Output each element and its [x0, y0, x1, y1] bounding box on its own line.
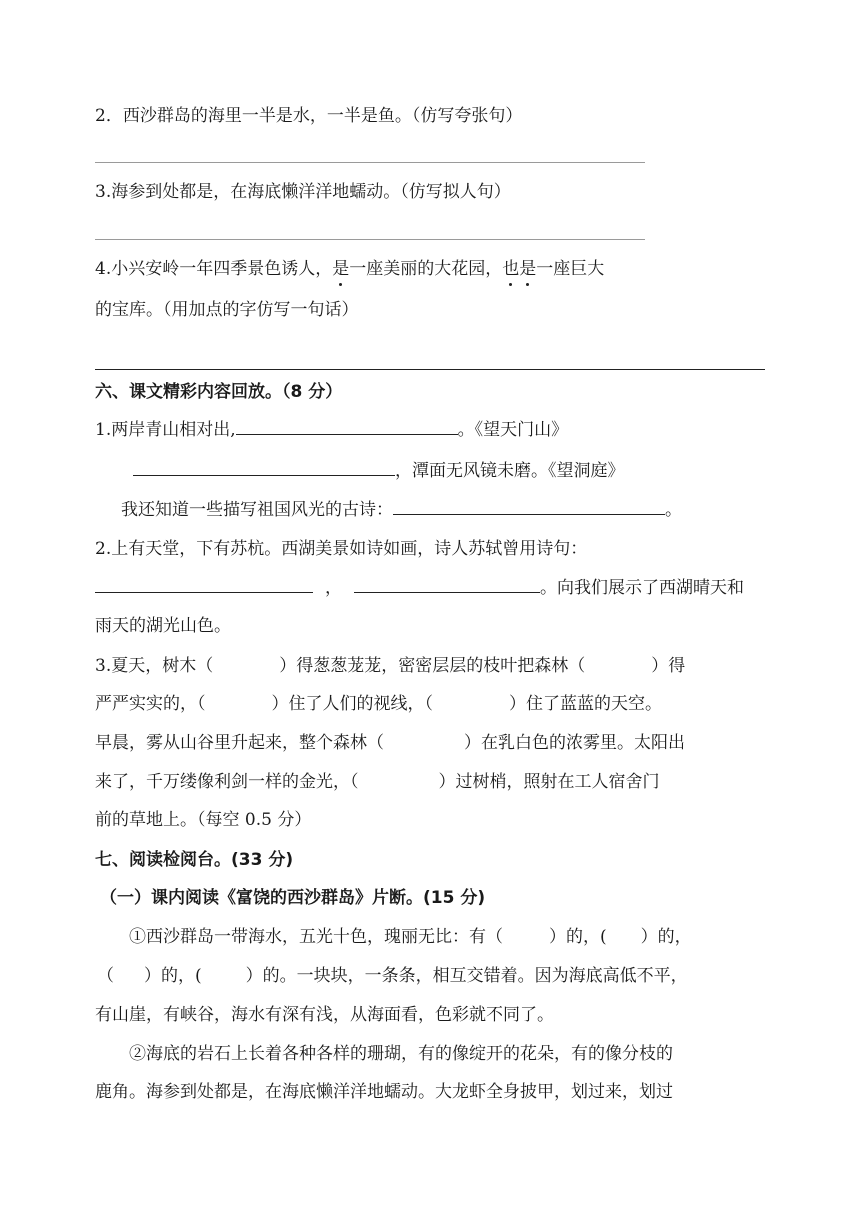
q6-text: 。 [665, 500, 682, 520]
emphasis-dot-char: 是 [519, 259, 537, 279]
passage-line-5: 鹿角。海参到处都是，在海底懒洋洋地蠕动。大龙虾全身披甲，划过来，划过 [95, 1082, 673, 1102]
q5-item-4-text: 一座美丽的大花园， [349, 259, 503, 279]
q6-text: 早晨，雾从山谷里升起来，整个森林（ [95, 733, 384, 753]
q6-line-9 [95, 732, 685, 754]
emphasis-dot-char: 是 [332, 259, 350, 279]
q6-line-5 [95, 576, 744, 599]
q5-item-4 [95, 258, 604, 280]
q5-item-4-text: 一座巨大 [536, 259, 605, 279]
q6-line-3 [121, 498, 682, 521]
q6-text: ）住了蓝蓝的天空。 [509, 694, 662, 714]
fill-blank[interactable] [133, 459, 395, 476]
q5-item-4-text: 4.小兴安岭一年四季景色诱人， [95, 259, 333, 279]
answer-line-q5-4[interactable] [95, 369, 765, 370]
q5-item-3: 3.海参到处都是，在海底懒洋洋地蠕动。（仿写拟人句） [95, 182, 511, 202]
fill-blank[interactable] [354, 576, 540, 593]
q6-line-2 [133, 459, 625, 482]
q6-text: 来了，千万缕像利剑一样的金光，（ [95, 772, 359, 792]
q5-item-4-line2: 的宝库。（用加点的字仿写一句话） [95, 300, 359, 320]
q6-text: 3.夏天，树木（ [95, 656, 214, 676]
emphasis-dot-char: 也 [502, 259, 520, 279]
q6-text: 。《望天门山》 [457, 420, 569, 440]
passage-line-1 [129, 926, 692, 948]
q6-text: ， [325, 578, 342, 598]
passage-text: ）的。一块块，一条条，相互交错着。因为海底高低不平， [245, 966, 688, 986]
q6-text: ）得 [651, 656, 686, 676]
q6-text: 我还知道一些描写祖国风光的古诗： [121, 500, 393, 520]
q6-text: ）住了人们的视线，（ [271, 694, 433, 714]
q6-line-1 [95, 418, 568, 441]
q6-text: 严严实实的，（ [95, 694, 206, 714]
fill-blank[interactable] [236, 418, 458, 435]
q6-text: ）得葱葱茏茏，密密层层的枝叶把森林（ [279, 656, 586, 676]
fill-blank[interactable] [95, 576, 313, 593]
section-7-subheading: （一）课内阅读《富饶的西沙群岛》片断。(15 分) [100, 888, 486, 908]
q6-line-4: 2.上有天堂，下有苏杭。西湖美景如诗如画，诗人苏轼曾用诗句： [95, 539, 588, 559]
passage-line-3: 有山崖，有峡谷，海水有深有浅，从海面看，色彩就不同了。 [95, 1005, 554, 1025]
section-6-heading: 六、课文精彩内容回放。（8 分） [95, 382, 343, 402]
passage-text: ①西沙群岛一带海水，五光十色，瑰丽无比：有（ [129, 927, 503, 947]
q5-item-2: 2．西沙群岛的海里一半是水，一半是鱼。（仿写夸张句） [95, 106, 523, 126]
q6-line-11: 前的草地上。（每空 0.5 分） [95, 810, 312, 830]
passage-line-4: ②海底的岩石上长着各种各样的珊瑚，有的像绽开的花朵，有的像分枝的 [129, 1044, 673, 1064]
answer-line-q5-2[interactable] [95, 162, 645, 163]
q6-line-8 [95, 693, 662, 715]
passage-line-2 [97, 965, 688, 987]
q6-text: 1.两岸青山相对出, [95, 420, 236, 440]
q6-text: ）过树梢，照射在工人宿舍门 [438, 772, 660, 792]
passage-text: ）的，( [144, 966, 202, 986]
q6-line-6: 雨天的湖光山色。 [95, 616, 231, 636]
passage-text: ）的， [640, 927, 692, 947]
q6-text: 。向我们展示了西湖晴天和 [540, 578, 744, 598]
passage-text: ）的，( [549, 927, 607, 947]
fill-blank[interactable] [393, 498, 665, 515]
answer-line-q5-3[interactable] [95, 239, 645, 240]
q6-line-7 [95, 655, 685, 677]
q6-text: ）在乳白色的浓雾里。太阳出 [464, 733, 685, 753]
passage-text: （ [97, 966, 114, 986]
q6-text: ，潭面无风镜未磨。《望洞庭》 [395, 461, 625, 481]
q6-line-10 [95, 771, 660, 793]
section-7-heading: 七、阅读检阅台。(33 分) [95, 850, 294, 870]
